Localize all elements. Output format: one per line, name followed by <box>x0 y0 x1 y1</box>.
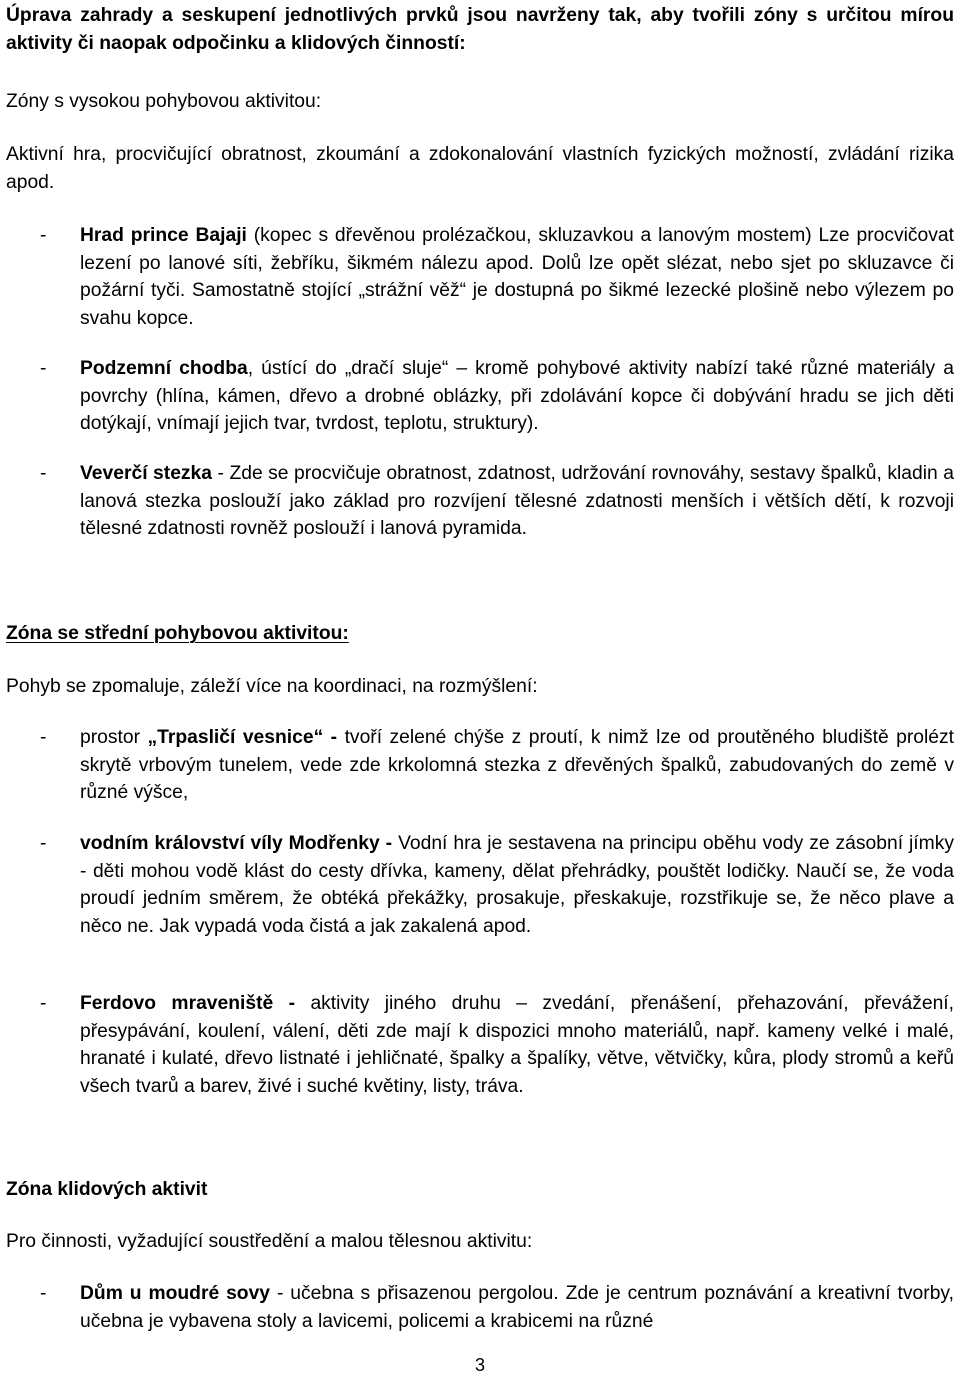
zone-high-description: Aktivní hra, procvičující obratnost, zkoumání a zdokonalování vlastních fyzických možností, zvládání rizika apod. <box>6 144 954 193</box>
list-dash: - <box>40 358 47 379</box>
list-dash: - <box>40 833 47 854</box>
list-item-sova <box>6 1280 954 1335</box>
list-item-hrad <box>6 222 954 332</box>
item-prefix: prostor <box>80 727 148 748</box>
intro-paragraph: Úprava zahrady a seskupení jednotlivých prvků jsou navrženy tak, aby tvořili zóny s určitou mírou aktivity či naopak odpočinku a klidových činností: <box>6 5 954 54</box>
list-item-mraveniste <box>6 990 954 1100</box>
zone-calm-heading: Zóna klidových aktivit <box>6 1179 208 1200</box>
list-dash: - <box>40 463 47 484</box>
item-body: , ústící do „dračí sluje“ – kromě pohybové aktivity nabízí také různé materiály a povrchy (hlína, kámen, dřevo a drobné oblázky, při zdolávání kopce či dobývání hradu se jich děti dotýkají, vnímají jejich tvar, tvrdost, teplotu, struktury). <box>80 358 954 434</box>
list-item-vesnice <box>6 724 954 807</box>
item-title: Hrad prince Bajaji <box>80 225 247 246</box>
zone-mid-description: Pohyb se zpomaluje, záleží více na koordinaci, na rozmýšlení: <box>6 676 538 697</box>
list-item-kralovstvi <box>6 830 954 940</box>
list-item-text <box>80 355 954 438</box>
item-body: tvoří zelené chýše z proutí, k nimž lze od proutěného bludiště prolézt skrytě vrbovým tunelem, vede zde krkolomná stezka z dřevěných špalků, zabudovaných do země v různé výšce, <box>80 727 955 803</box>
list-dash: - <box>40 225 47 246</box>
zone-mid-heading: Zóna se střední pohybovou aktivitou: <box>6 623 349 644</box>
zone-calm-description: Pro činnosti, vyžadující soustředění a malou tělesnou aktivitu: <box>6 1231 533 1252</box>
item-title: vodním království víly Modřenky - <box>80 833 393 854</box>
item-title: Dům u moudré sovy <box>80 1283 271 1304</box>
item-body: (kopec s dřevěnou prolézačkou, skluzavkou a lanovým mostem) Lze procvičovat lezení po lanové síti, žebříku, šikmém nálezu apod. Dolů lze opět slézat, nebo sjet po skluzavce či požární tyči. Samostatně stojící „strážní věž“ je dostupná po šikmé lezecké plošině nebo výlezem po svahu kopce. <box>80 225 954 329</box>
list-item-text <box>80 724 954 807</box>
zone-high-heading: Zóny s vysokou pohybovou aktivitou: <box>6 91 322 112</box>
list-item-stezka <box>6 460 954 543</box>
item-body: Vodní hra je sestavena na principu oběhu vody ze zásobní jímky - děti mohou vodě klást do cesty dřívka, kameny, dělat přehrádky, pouštět lodičky. Naučí se, že voda proudí jedním směrem, že obtéká překážky, prosakuje, přeskakuje, rozstřikuje se, že něco plave a něco ne. Jak vypadá voda čistá a jak zakalená apod. <box>80 833 955 937</box>
item-title: Ferdovo mraveniště - <box>80 993 296 1014</box>
list-item-text <box>80 990 954 1100</box>
item-title: „Trpasličí vesnice“ - <box>147 727 338 748</box>
list-item-chodba <box>6 355 954 438</box>
list-dash: - <box>40 727 47 748</box>
list-item-text <box>80 222 954 332</box>
page-number: 3 <box>474 1355 485 1375</box>
item-body: aktivity jiného druhu – zvedání, přenášení, přehazování, převážení, přesypávání, koulení, válení, děti zde mají k dispozici mnoho materiálů, např. kameny velké i malé, hranaté i kulaté, dřevo listnaté i jehličnaté, špalky a špalíky, větve, větvičky, kůra, plody stromů a keřů všech tvarů a barev, živé i suché květiny, listy, tráva. <box>80 993 955 1097</box>
item-body: - Zde se procvičuje obratnost, zdatnost, udržování rovnováhy, sestavy špalků, kladin a lanová stezka poslouží jako základ pro rozvíjení tělesné zdatnosti menších i větších dětí, k rozvoji tělesné zdatnosti rovněž poslouží i lanová pyramida. <box>80 463 954 539</box>
list-dash: - <box>40 1283 47 1304</box>
item-title: Podzemní chodba <box>80 358 248 379</box>
list-item-text <box>80 830 954 940</box>
list-item-text <box>80 1280 954 1335</box>
list-item-text <box>80 460 954 543</box>
item-title: Veverčí stezka <box>80 463 213 484</box>
list-dash: - <box>40 993 47 1014</box>
item-body: - učebna s přisazenou pergolou. Zde je centrum poznávání a kreativní tvorby, učebna je vybavena stoly a lavicemi, policemi a krabicemi na různé <box>80 1283 954 1332</box>
